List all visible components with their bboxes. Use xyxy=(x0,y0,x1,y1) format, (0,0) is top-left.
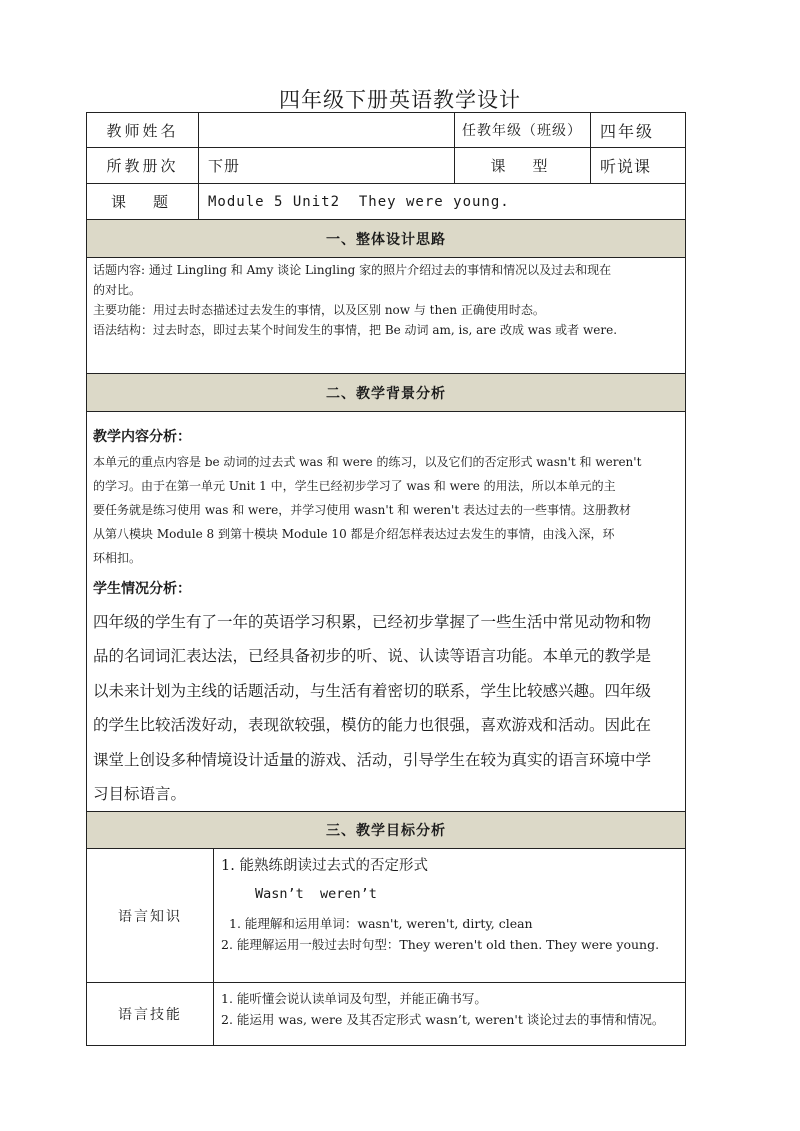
knowledge-label: 语言知识 xyxy=(118,908,182,925)
teacher-name-label: 教师姓名 xyxy=(106,121,179,140)
knowledge-words: Wasn’t weren’t xyxy=(255,886,377,902)
section1-line-2: 的对比。 xyxy=(93,283,142,297)
section1-content xyxy=(86,257,686,373)
document-title: 四年级下册英语教学设计 xyxy=(279,88,521,112)
lesson-type-value: 听说课 xyxy=(600,157,652,176)
knowledge-line-2: 1. 能理解和运用单词：wasn't, weren't, dirty, clean xyxy=(229,916,533,931)
student-analysis-line-6: 习目标语言。 xyxy=(93,785,187,803)
student-analysis-line-3: 以未来计划为主线的话题活动，与生活有着密切的联系，学生比较感兴趣。四年级 xyxy=(93,682,652,700)
section1-line-3: 主要功能：用过去时态描述过去发生的事情，以及区别 now 与 then 正确使用时态。 xyxy=(93,303,545,317)
skills-label: 语言技能 xyxy=(118,1007,182,1023)
content-analysis-line-2: 的学习。由于在第一单元 Unit 1 中，学生已经初步学习了 was 和 were 的用法，所以本单元的主 xyxy=(93,479,616,493)
table-bottom-border xyxy=(86,1045,686,1046)
student-analysis-line-1: 四年级的学生有了一年的英语学习积累，已经初步掌握了一些生活中常见动物和物 xyxy=(93,613,652,631)
section1-line-4: 语法结构：过去时态，即过去某个时间发生的事情，把 Be 动词 am, is, are 改成 was 或者 were. xyxy=(93,323,618,337)
section1-heading: 一、整体设计思路 xyxy=(86,219,686,257)
skills-line-1: 1. 能听懂会说认读单词及句型，并能正确书写。 xyxy=(221,991,487,1006)
student-analysis-line-5: 课堂上创设多种情境设计适量的游戏、活动，引导学生在较为真实的语言环境中学 xyxy=(93,751,652,769)
teacher-name-value xyxy=(198,113,454,147)
topic-label: 课 题 xyxy=(110,193,174,211)
section1-line-1: 话题内容: 通过 Lingling 和 Amy 谈论 Lingling 家的照片介绍过去的事情和情况以及过去和现在 xyxy=(93,263,612,277)
content-analysis-line-4: 从第八模块 Module 8 到第十模块 Module 10 都是介绍怎样表达过去发生的事情，由浅入深，环 xyxy=(93,527,615,541)
student-analysis-heading: 学生情况分析： xyxy=(93,581,191,597)
book-label: 所教册次 xyxy=(106,157,179,175)
book-value: 下册 xyxy=(208,157,241,175)
student-analysis-line-4: 的学生比较活泼好动，表现欲较强，模仿的能力也很强，喜欢游戏和活动。因此在 xyxy=(93,716,652,734)
content-analysis-heading: 教学内容分析： xyxy=(93,429,191,445)
student-analysis-line-2: 品的名词词汇表达法，已经具备初步的听、说、认读等语言功能。本单元的教学是 xyxy=(93,647,652,665)
skills-line-2: 2. 能运用 was, were 及其否定形式 wasn’t, weren't 谈论过去的事情和情况。 xyxy=(221,1012,665,1027)
knowledge-line-1: 1. 能熟练朗读过去式的否定形式 xyxy=(221,858,428,874)
goal-row-knowledge xyxy=(86,848,686,982)
section2-content xyxy=(86,411,686,811)
info-row-topic xyxy=(86,183,686,219)
section3-heading: 三、教学目标分析 xyxy=(86,811,686,848)
content-analysis-line-5: 环相扣。 xyxy=(93,551,142,565)
grade-value: 四年级 xyxy=(600,121,655,141)
info-row-teacher xyxy=(86,112,686,147)
grade-label: 任教年级（班级） xyxy=(462,123,582,139)
knowledge-line-3: 2. 能理解运用一般过去时句型：They weren't old then. They were young. xyxy=(221,937,660,952)
lesson-type-label: 课 型 xyxy=(490,157,554,175)
goal-row-skills xyxy=(86,982,686,1045)
info-row-book xyxy=(86,147,686,183)
content-analysis-line-1: 本单元的重点内容是 be 动词的过去式 was 和 were 的练习，以及它们的否定形式 wasn't 和 weren't xyxy=(93,455,642,469)
topic-value: Module 5 Unit2 They were young. xyxy=(208,193,510,210)
section2-heading: 二、教学背景分析 xyxy=(86,373,686,411)
content-analysis-line-3: 要任务就是练习使用 was 和 were，并学习使用 wasn't 和 weren't 表达过去的一些事情。这册教材 xyxy=(93,503,631,517)
